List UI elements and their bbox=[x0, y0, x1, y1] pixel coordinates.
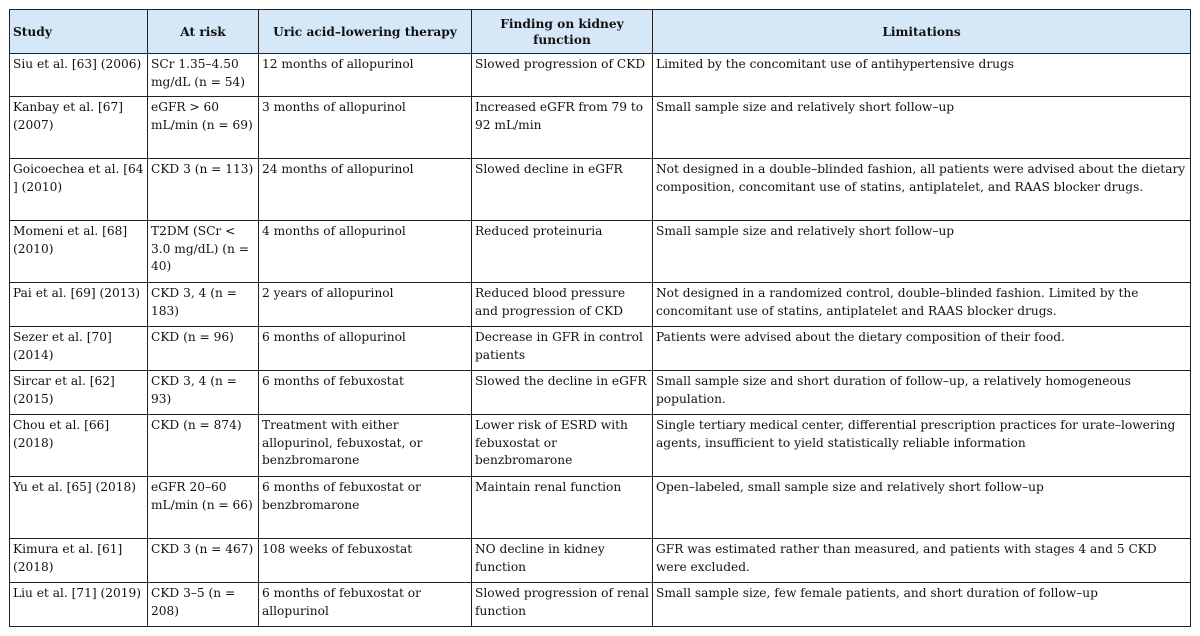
cell-finding: NO decline in kidney function bbox=[472, 539, 653, 583]
cell-at-risk: CKD (n = 96) bbox=[148, 327, 259, 371]
cell-study: Liu et al. [71] (2019) bbox=[10, 583, 148, 627]
header-limitations: Limitations bbox=[653, 10, 1191, 54]
cell-study: Kimura et al. [61] (2018) bbox=[10, 539, 148, 583]
cell-therapy: Treatment with either allopurinol, febuxostat, or benzbromarone bbox=[259, 415, 472, 477]
cell-finding: Slowed progression of CKD bbox=[472, 54, 653, 97]
cell-therapy: 6 months of febuxostat or benzbromarone bbox=[259, 477, 472, 539]
cell-therapy: 6 months of febuxostat or allopurinol bbox=[259, 583, 472, 627]
table-row bbox=[10, 54, 1191, 97]
table-row bbox=[10, 477, 1191, 539]
table-row bbox=[10, 221, 1191, 283]
cell-finding: Lower risk of ESRD with febuxostat or benzbromarone bbox=[472, 415, 653, 477]
cell-study: Pai et al. [69] (2013) bbox=[10, 283, 148, 327]
studies-table bbox=[9, 9, 1191, 627]
header-finding: Finding on kidney function bbox=[472, 10, 653, 54]
cell-therapy: 108 weeks of febuxostat bbox=[259, 539, 472, 583]
cell-finding: Slowed the decline in eGFR bbox=[472, 371, 653, 415]
cell-finding: Slowed progression of renal function bbox=[472, 583, 653, 627]
cell-therapy: 24 months of allopurinol bbox=[259, 159, 472, 221]
cell-finding: Slowed decline in eGFR bbox=[472, 159, 653, 221]
cell-study: Kanbay et al. [67] (2007) bbox=[10, 97, 148, 159]
table-row bbox=[10, 159, 1191, 221]
cell-at-risk: CKD 3, 4 (n = 183) bbox=[148, 283, 259, 327]
cell-finding: Reduced blood pressure and progression of CKD bbox=[472, 283, 653, 327]
cell-finding: Increased eGFR from 79 to 92 mL/min bbox=[472, 97, 653, 159]
cell-at-risk: eGFR 20–60 mL/min (n = 66) bbox=[148, 477, 259, 539]
cell-limitations: GFR was estimated rather than measured, and patients with stages 4 and 5 CKD were excluded. bbox=[653, 539, 1191, 583]
cell-at-risk: CKD 3 (n = 113) bbox=[148, 159, 259, 221]
table-row bbox=[10, 415, 1191, 477]
header-row bbox=[10, 10, 1191, 54]
cell-therapy: 6 months of allopurinol bbox=[259, 327, 472, 371]
cell-at-risk: SCr 1.35–4.50 mg/dL (n = 54) bbox=[148, 54, 259, 97]
cell-therapy: 2 years of allopurinol bbox=[259, 283, 472, 327]
cell-limitations: Small sample size, few female patients, and short duration of follow–up bbox=[653, 583, 1191, 627]
table-row bbox=[10, 97, 1191, 159]
cell-at-risk: CKD 3 (n = 467) bbox=[148, 539, 259, 583]
cell-study: Siu et al. [63] (2006) bbox=[10, 54, 148, 97]
cell-limitations: Small sample size and relatively short follow–up bbox=[653, 221, 1191, 283]
cell-study: Sezer et al. [70] (2014) bbox=[10, 327, 148, 371]
table-row bbox=[10, 371, 1191, 415]
cell-study: Goicoechea et al. [64 ] (2010) bbox=[10, 159, 148, 221]
cell-study: Chou et al. [66] (2018) bbox=[10, 415, 148, 477]
cell-finding: Reduced proteinuria bbox=[472, 221, 653, 283]
table-body bbox=[10, 54, 1191, 627]
cell-therapy: 4 months of allopurinol bbox=[259, 221, 472, 283]
table-header bbox=[10, 10, 1191, 54]
cell-at-risk: CKD (n = 874) bbox=[148, 415, 259, 477]
studies-table-container bbox=[9, 9, 1190, 627]
cell-limitations: Small sample size and relatively short follow–up bbox=[653, 97, 1191, 159]
cell-limitations: Single tertiary medical center, differential prescription practices for urate–lowering agents, insufficient to yield statistically reliable information bbox=[653, 415, 1191, 477]
cell-finding: Maintain renal function bbox=[472, 477, 653, 539]
header-study: Study bbox=[10, 10, 148, 54]
cell-limitations: Small sample size and short duration of follow–up, a relatively homogeneous population. bbox=[653, 371, 1191, 415]
cell-therapy: 6 months of febuxostat bbox=[259, 371, 472, 415]
header-therapy: Uric acid–lowering therapy bbox=[259, 10, 472, 54]
cell-at-risk: T2DM (SCr < 3.0 mg/dL) (n = 40) bbox=[148, 221, 259, 283]
cell-study: Yu et al. [65] (2018) bbox=[10, 477, 148, 539]
cell-at-risk: CKD 3–5 (n = 208) bbox=[148, 583, 259, 627]
cell-limitations: Limited by the concomitant use of antihypertensive drugs bbox=[653, 54, 1191, 97]
cell-at-risk: eGFR > 60 mL/min (n = 69) bbox=[148, 97, 259, 159]
header-at-risk: At risk bbox=[148, 10, 259, 54]
cell-limitations: Open–labeled, small sample size and relatively short follow–up bbox=[653, 477, 1191, 539]
cell-limitations: Not designed in a double–blinded fashion, all patients were advised about the dietary composition, concomitant use of statins, antiplatelet, and RAAS blocker drugs. bbox=[653, 159, 1191, 221]
table-row bbox=[10, 283, 1191, 327]
cell-therapy: 12 months of allopurinol bbox=[259, 54, 472, 97]
cell-limitations: Patients were advised about the dietary composition of their food. bbox=[653, 327, 1191, 371]
table-row bbox=[10, 539, 1191, 583]
cell-study: Sircar et al. [62] (2015) bbox=[10, 371, 148, 415]
table-row bbox=[10, 583, 1191, 627]
cell-at-risk: CKD 3, 4 (n = 93) bbox=[148, 371, 259, 415]
cell-finding: Decrease in GFR in control patients bbox=[472, 327, 653, 371]
table-row bbox=[10, 327, 1191, 371]
cell-therapy: 3 months of allopurinol bbox=[259, 97, 472, 159]
cell-study: Momeni et al. [68] (2010) bbox=[10, 221, 148, 283]
cell-limitations: Not designed in a randomized control, double–blinded fashion. Limited by the concomitant use of statins, antiplatelet and RAAS blocker drugs. bbox=[653, 283, 1191, 327]
